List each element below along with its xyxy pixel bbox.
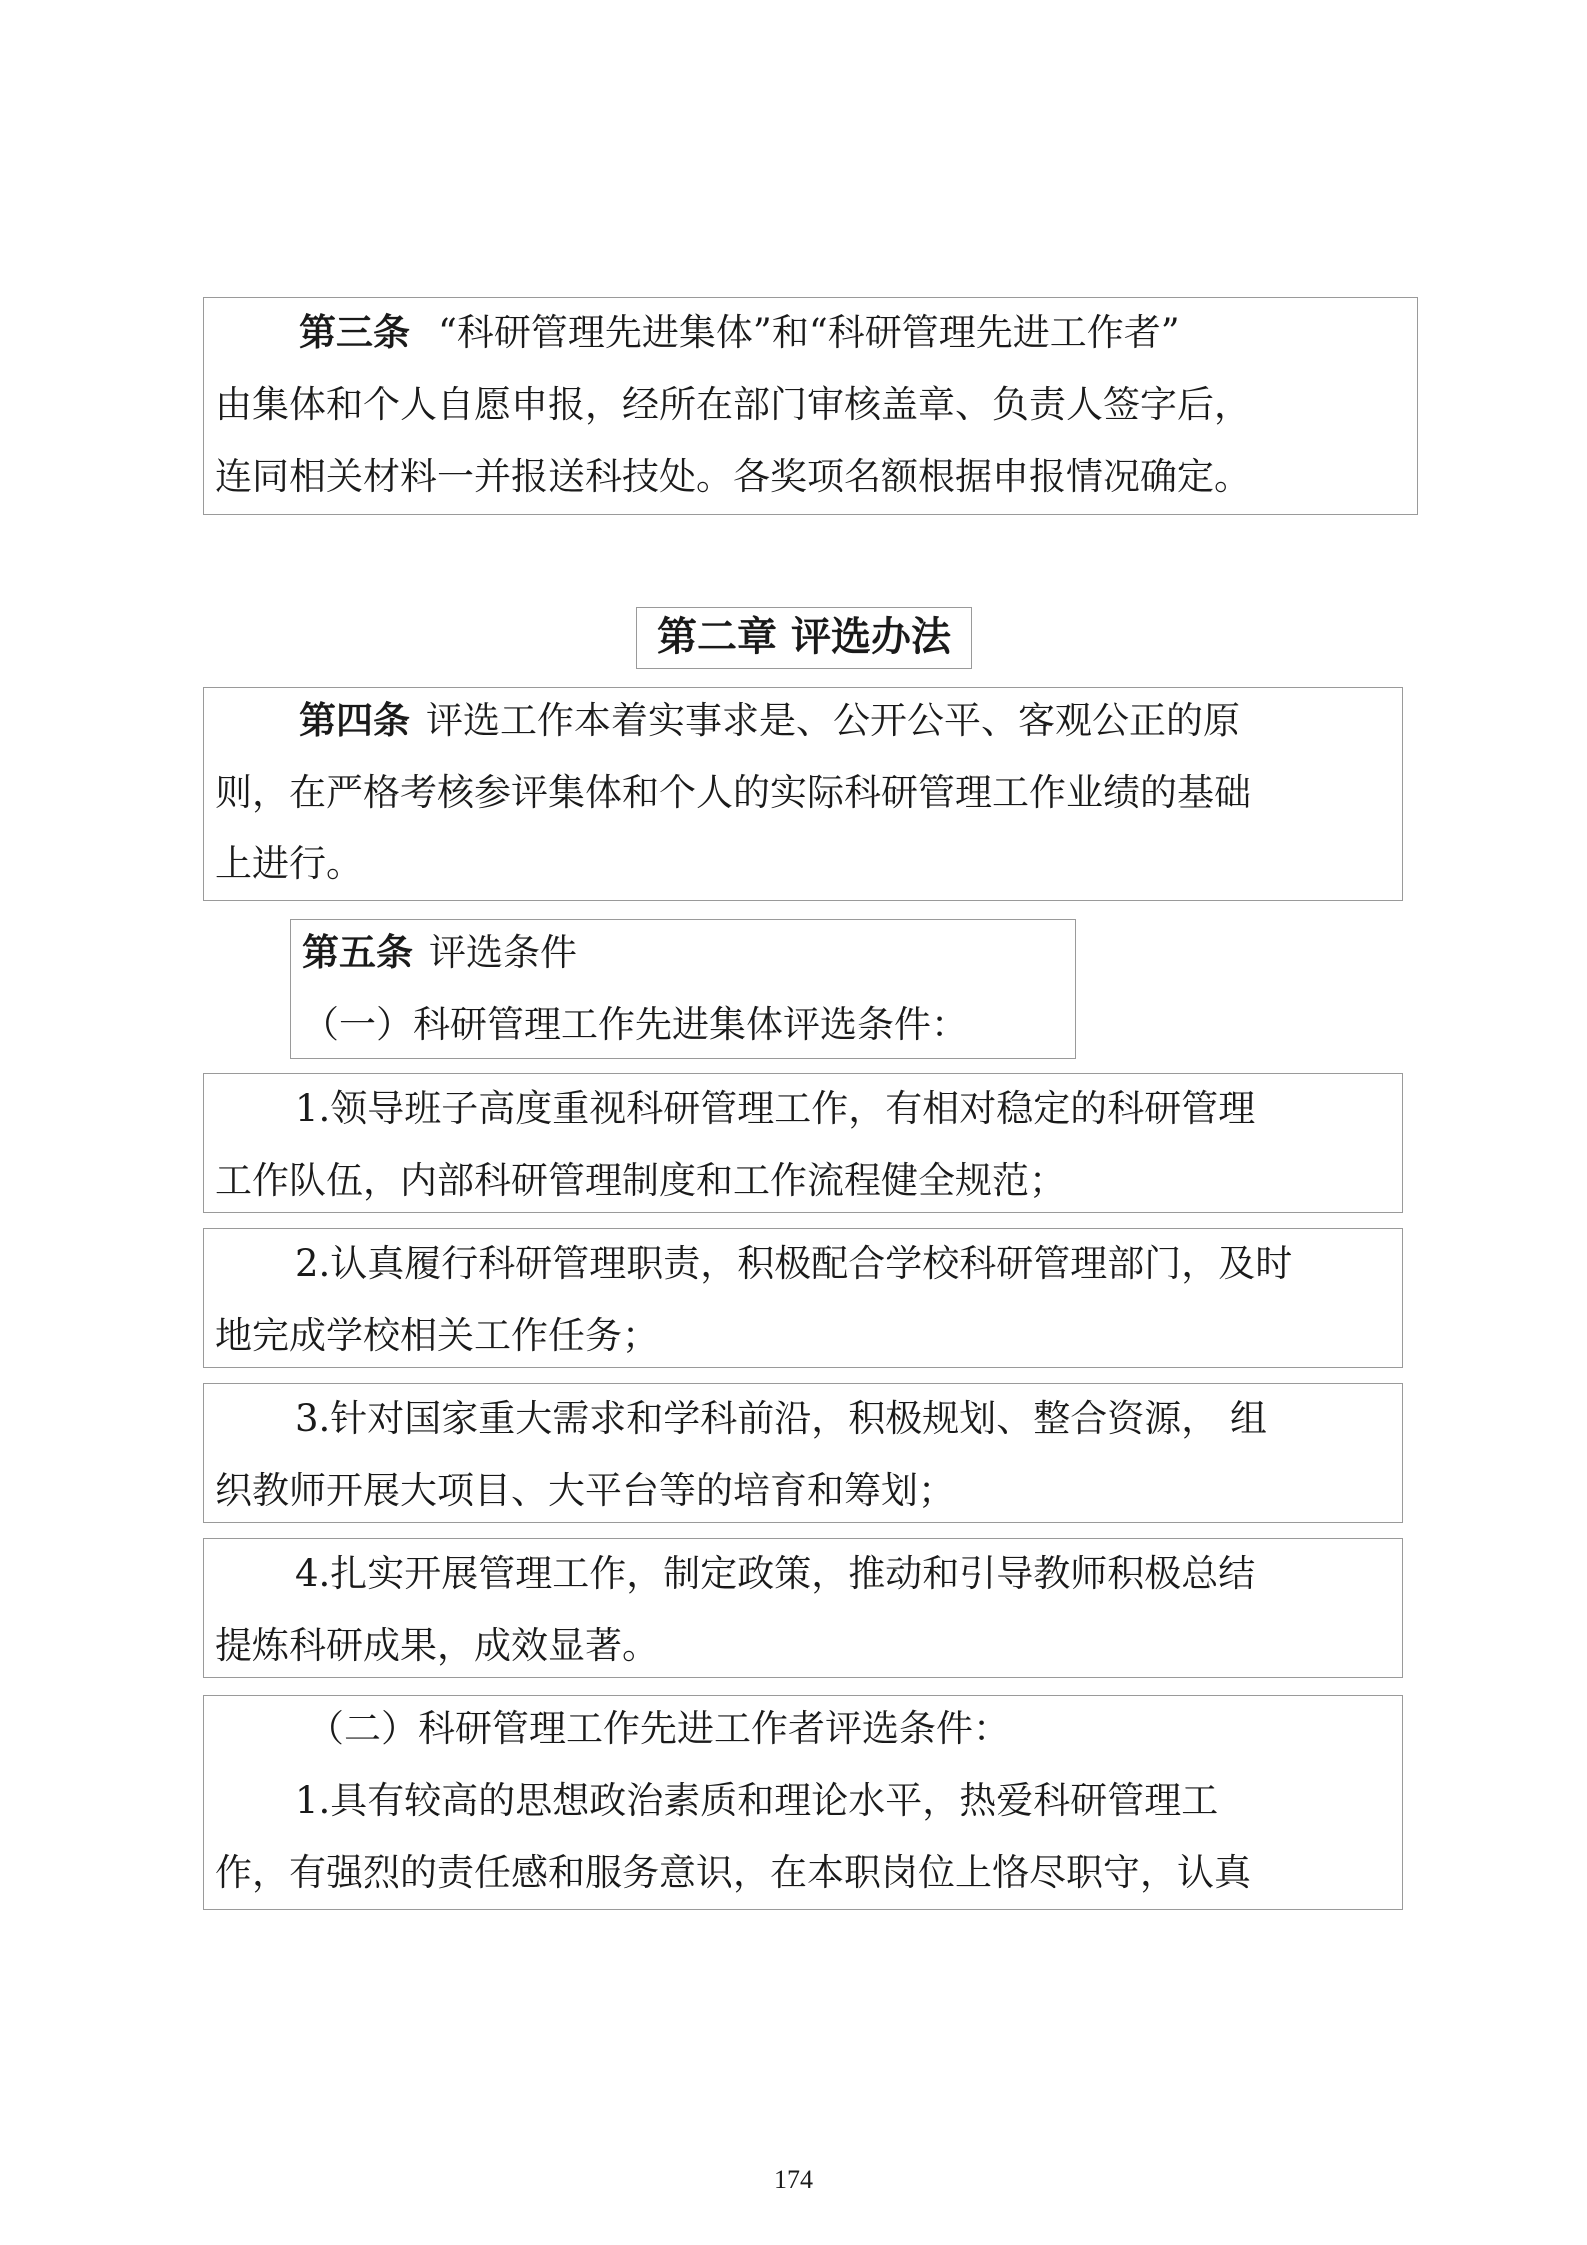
criteria-item-2-line-2: 地完成学校相关工作任务； xyxy=(215,1314,659,1357)
chapter-2-title: 第二章 评选办法 xyxy=(636,607,972,669)
article-3-box xyxy=(203,297,1418,515)
criteria-item-2 xyxy=(203,1228,1403,1368)
article-4-line-1: 第四条 评选工作本着实事求是、公开公平、客观公正的原 xyxy=(299,698,1240,742)
individual-criteria-heading: （二）科研管理工作先进工作者评选条件： xyxy=(307,1707,1010,1750)
article-5-line-1: 第五条 评选条件 xyxy=(302,930,577,974)
article-3-line-3: 连同相关材料一并报送科技处。各奖项名额根据申报情况确定。 xyxy=(215,455,1251,498)
criteria-item-4-line-1: 4.扎实开展管理工作，制定政策，推动和引导教师积极总结 xyxy=(295,1552,1256,1595)
article-4-line-2: 则，在严格考核参评集体和个人的实际科研管理工作业绩的基础 xyxy=(215,771,1251,814)
criteria-item-1-line-1: 1.领导班子高度重视科研管理工作，有相对稳定的科研管理 xyxy=(295,1087,1256,1130)
criteria-item-1 xyxy=(203,1073,1403,1213)
article-3-line-1: 第三条 “科研管理先进集体”和“科研管理先进工作者” xyxy=(299,310,1180,354)
criteria-item-4-line-2: 提炼科研成果，成效显著。 xyxy=(215,1624,659,1667)
criteria-item-3 xyxy=(203,1383,1403,1523)
article-4-label: 第四条 xyxy=(299,698,410,742)
individual-criteria-line-2: 作，有强烈的责任感和服务意识，在本职岗位上恪尽职守，认真 xyxy=(215,1851,1251,1894)
article-5-subheading: （一）科研管理工作先进集体评选条件： xyxy=(302,1003,968,1046)
individual-criteria-line-1: 1.具有较高的思想政治素质和理论水平，热爱科研管理工 xyxy=(295,1779,1219,1822)
article-5-label: 第五条 xyxy=(302,930,413,974)
article-4-box xyxy=(203,687,1403,901)
criteria-item-2-line-1: 2.认真履行科研管理职责，积极配合学校科研管理部门，及时 xyxy=(295,1242,1293,1285)
article-4-line-3: 上进行。 xyxy=(215,842,363,885)
criteria-item-4 xyxy=(203,1538,1403,1678)
criteria-item-3-line-2: 织教师开展大项目、大平台等的培育和筹划； xyxy=(215,1469,955,1512)
article-3-label: 第三条 xyxy=(299,310,410,354)
article-3-line-2: 由集体和个人自愿申报，经所在部门审核盖章、负责人签字后， xyxy=(215,383,1251,426)
criteria-item-1-line-2: 工作队伍，内部科研管理制度和工作流程健全规范； xyxy=(215,1159,1066,1202)
article-5-box xyxy=(290,919,1076,1059)
page-number: 174 xyxy=(774,2165,813,2194)
individual-criteria-box xyxy=(203,1695,1403,1910)
criteria-item-3-line-1: 3.针对国家重大需求和学科前沿，积极规划、整合资源， 组 xyxy=(295,1397,1268,1440)
